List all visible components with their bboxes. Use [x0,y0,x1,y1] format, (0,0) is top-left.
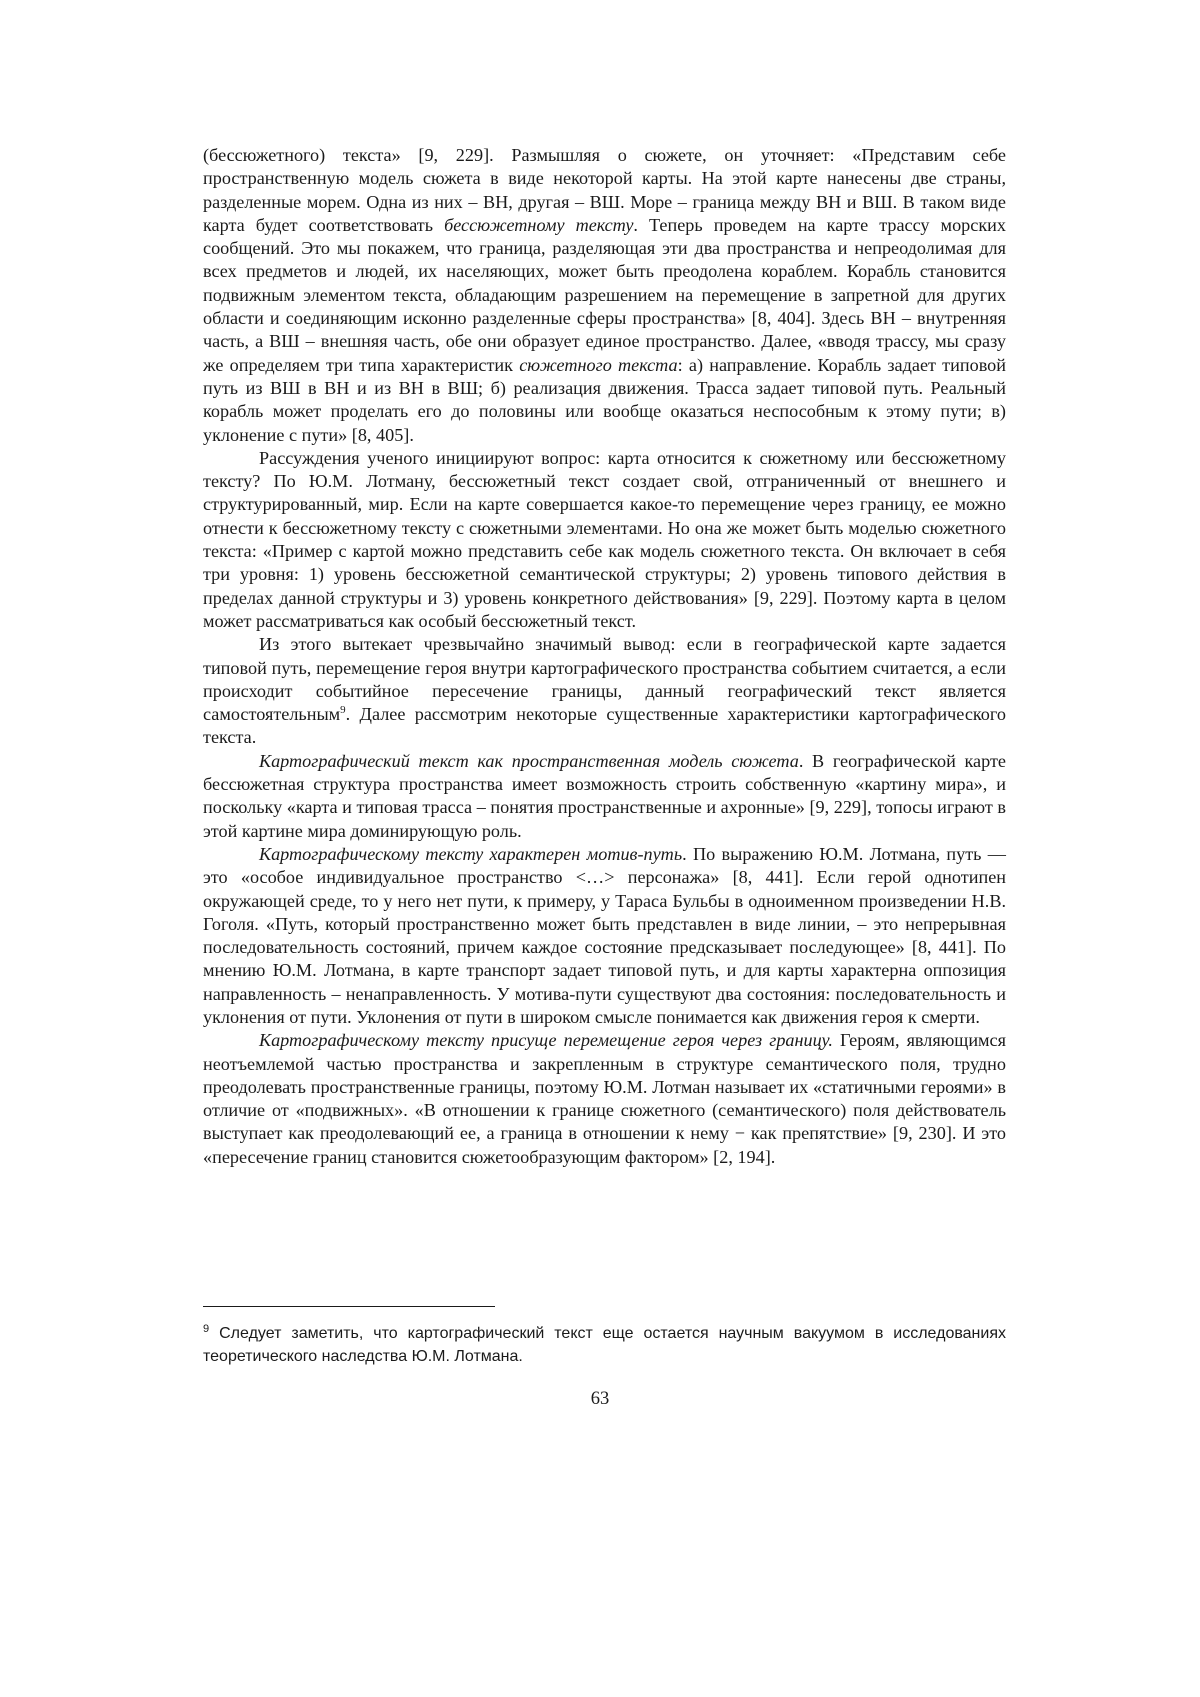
text-run: Рассуждения ученого инициируют вопрос: карта относится к сюжетному или бессюжетному тексту? По Ю.М. Лотману, бессюжетный текст создает свой, отграниченный от внешнего и структурированный, мир. Если на карте совершается какое-то перемещение через границу, ее можно отнести к бессюжетному тексту с сюжетными элементами. Но она же может быть моделью сюжетного текста: «Пример с картой можно представить себе как модель сюжетного текста. Он включает в себя три уровня: 1) уровень бессюжетной семантической структуры; 2) уровень типового действия в пределах данной структуры и 3) уровень конкретного действования» [9, 229]. Поэтому карта в целом может рассматриваться как особый бессюжетный текст. [203,448,1006,631]
italic-run: Картографическому тексту характерен мотив-путь [259,844,682,864]
footnote [203,1322,1006,1368]
page-number: 63 [0,1389,1200,1410]
italic-run: Картографическому тексту присуще перемещение героя через границу. [259,1030,833,1050]
italic-run: бессюжетному тексту [444,215,633,235]
text-run: Героям, являющимся неотъемлемой частью пространства и закрепленным в структуре семантического поля, трудно преодолевать пространственные границы, поэтому Ю.М. Лотман называет их «статичными героями» в отличие от «подвижных». «В отношении к границе сюжетного (семантического) поля действователь выступает как преодолевающий ее, а граница в отношении к нему − как препятствие» [9, 230]. И это «пересечение границ становится сюжетообразующим фактором» [2, 194]. [203,1030,1006,1166]
footnote-text: Следует заметить, что картографический текст еще остается научным вакуумом в исследованиях теоретического наследства Ю.М. Лотмана. [203,1325,1006,1365]
paragraph [203,1029,1006,1169]
footnote-mark: 9 [203,1323,209,1335]
paragraph [203,447,1006,633]
paragraph [203,750,1006,843]
paragraph [203,633,1006,749]
footnote-reference: 9 [340,704,346,716]
footnote-separator [203,1306,495,1307]
italic-run: Картографический текст как пространственная модель сюжета [259,751,799,771]
text-run: (бессюжетного) текста» [9, 229]. Размышляя о сюжете, он уточняет: «Представим себе пространственную модель сюжета в виде некоторой карты. На этой карте нанесены две страны, разделенные морем. Одна из них – ВН, другая – ВШ. Море – граница между ВН и ВШ. В таком виде карта будет соответствовать [203,145,1006,235]
text-run: . Теперь проведем на карте трассу морских сообщений. Это мы покажем, что граница, разделяющая эти два пространства и непреодолимая для всех предметов и людей, их населяющих, может быть преодолена кораблем. Корабль становится подвижным элементом текста, обладающим разрешением на перемещение в запретной для других области и соединяющим исконно разделенные сферы пространства» [8, 404]. Здесь ВН – внутренняя часть, а ВШ – внешняя часть, обе они образует единое пространство. Далее, «вводя трассу, мы сразу же определяем три типа характеристик [203,215,1006,375]
book-page [0,0,1200,1697]
text-run: : а) направление. Корабль задает типовой путь из ВШ в ВН и из ВН в ВШ; б) реализация движения. Трасса задает типовой путь. Реальный корабль может проделать его до половины или вообще оказаться неспособным к этому пути; в) уклонение с пути» [8, 405]. [203,355,1006,445]
text-run: . Далее рассмотрим некоторые существенные характеристики картографического текста. [203,704,1006,747]
paragraph [203,144,1006,447]
paragraph [203,843,1006,1029]
text-run: . По выражению Ю.М. Лотмана, путь — это «особое индивидуальное пространство <…> персонажа» [8, 441]. Если герой однотипен окружающей среде, то у него нет пути, к примеру, у Тараса Бульбы в одноименном произведении Н.В. Гоголя. «Путь, который пространственно может быть представлен в виде линии, – это непрерывная последовательность состояний, причем каждое состояние предсказывает последующее» [8, 441]. По мнению Ю.М. Лотмана, в карте транспорт задает типовой путь, и для карты характерна оппозиция направленность – ненаправленность. У мотива-пути существуют два состояния: последовательность и уклонения от пути. Уклонения от пути в широком смысле понимается как движения героя к смерти. [203,844,1006,1027]
main-text [203,144,1006,1169]
italic-run: сюжетного текста [519,355,677,375]
text-run: . В географической карте бессюжетная структура пространства имеет возможность строить собственную «картину мира», и поскольку «карта и типовая трасса – понятия пространственные и ахронные» [9, 229], топосы играют в этой картине мира доминирующую роль. [203,751,1006,841]
text-run: Из этого вытекает чрезвычайно значимый вывод: если в географической карте задается типовой путь, перемещение героя внутри картографического пространства событием считается, а если происходит событийное пересечение границы, данный географический текст является самостоятельным [203,634,1006,724]
